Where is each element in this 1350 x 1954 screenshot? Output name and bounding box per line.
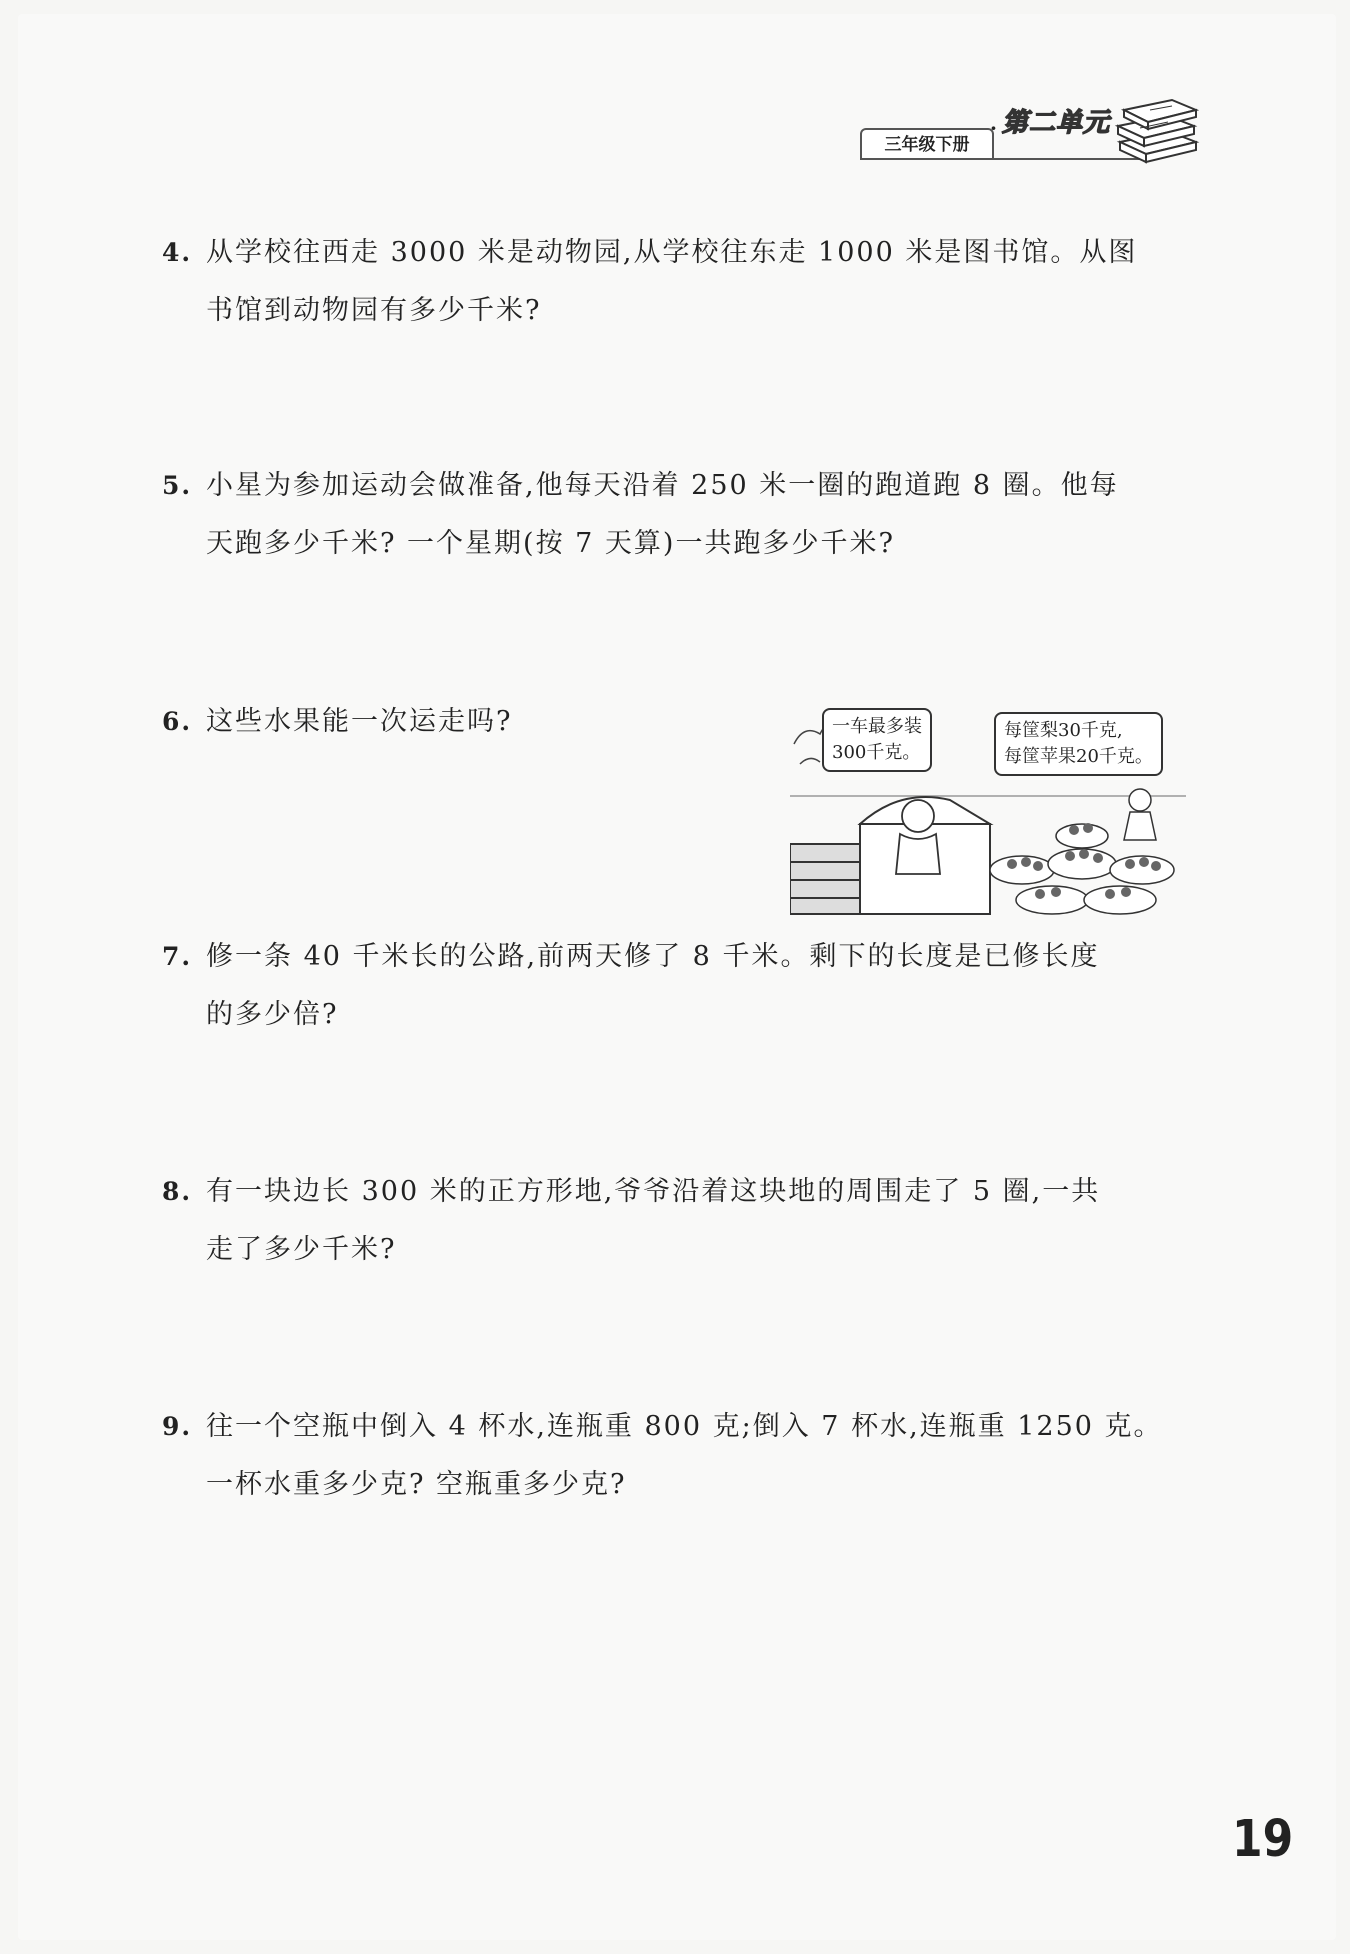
- header-rule: [860, 158, 1140, 160]
- driver-speech-bubble: [822, 708, 932, 772]
- question-number: 8.: [162, 1177, 193, 1206]
- question-7: [162, 928, 1202, 1044]
- bubble-line: 300千克。: [832, 742, 921, 763]
- books-icon: [1110, 96, 1200, 166]
- question-9: [162, 1398, 1202, 1514]
- question-text: 走了多少千米?: [206, 1234, 397, 1265]
- bubble-line: 一车最多装: [832, 716, 922, 737]
- question-text: 往一个空瓶中倒入 4 杯水,连瓶重 800 克;倒入 7 杯水,连瓶重 1250 克。: [206, 1411, 1163, 1442]
- bubble-line: 每筐梨30千克,: [1004, 720, 1123, 741]
- header-dot: ·: [990, 116, 997, 140]
- grade-label: 三年级下册: [860, 128, 994, 160]
- question-number: 7.: [162, 942, 193, 971]
- question-text: 的多少倍?: [206, 999, 339, 1030]
- question-number: 5.: [162, 471, 193, 500]
- question-number: 4.: [162, 238, 193, 267]
- question-8: [162, 1163, 1202, 1279]
- page-number: 19: [1232, 1810, 1294, 1869]
- question-text: 书馆到动物园有多少千米?: [206, 295, 542, 326]
- question-text: 有一块边长 300 米的正方形地,爷爷沿着这块地的周围走了 5 圈,一共: [206, 1176, 1101, 1207]
- bubble-line: 每筐苹果20千克。: [1004, 746, 1153, 767]
- question-number: 9.: [162, 1412, 193, 1441]
- question-5: [162, 457, 1202, 573]
- page-header: [860, 96, 1200, 172]
- girl-speech-bubble: [994, 712, 1163, 776]
- unit-title: 第二单元: [1002, 108, 1111, 138]
- question-text: 一杯水重多少克? 空瓶重多少克?: [206, 1469, 627, 1500]
- question-text: 从学校往西走 3000 米是动物园,从学校往东走 1000 米是图书馆。从图: [206, 237, 1138, 268]
- question-text: 小星为参加运动会做准备,他每天沿着 250 米一圈的跑道跑 8 圈。他每: [206, 470, 1119, 501]
- question-4: [162, 224, 1202, 340]
- question-text: 天跑多少千米? 一个星期(按 7 天算)一共跑多少千米?: [206, 528, 895, 559]
- fruit-truck-illustration: [790, 704, 1186, 918]
- question-text: 修一条 40 千米长的公路,前两天修了 8 千米。剩下的长度是已修长度: [206, 941, 1100, 972]
- question-number: 6.: [162, 707, 193, 736]
- question-text: 这些水果能一次运走吗?: [206, 706, 513, 737]
